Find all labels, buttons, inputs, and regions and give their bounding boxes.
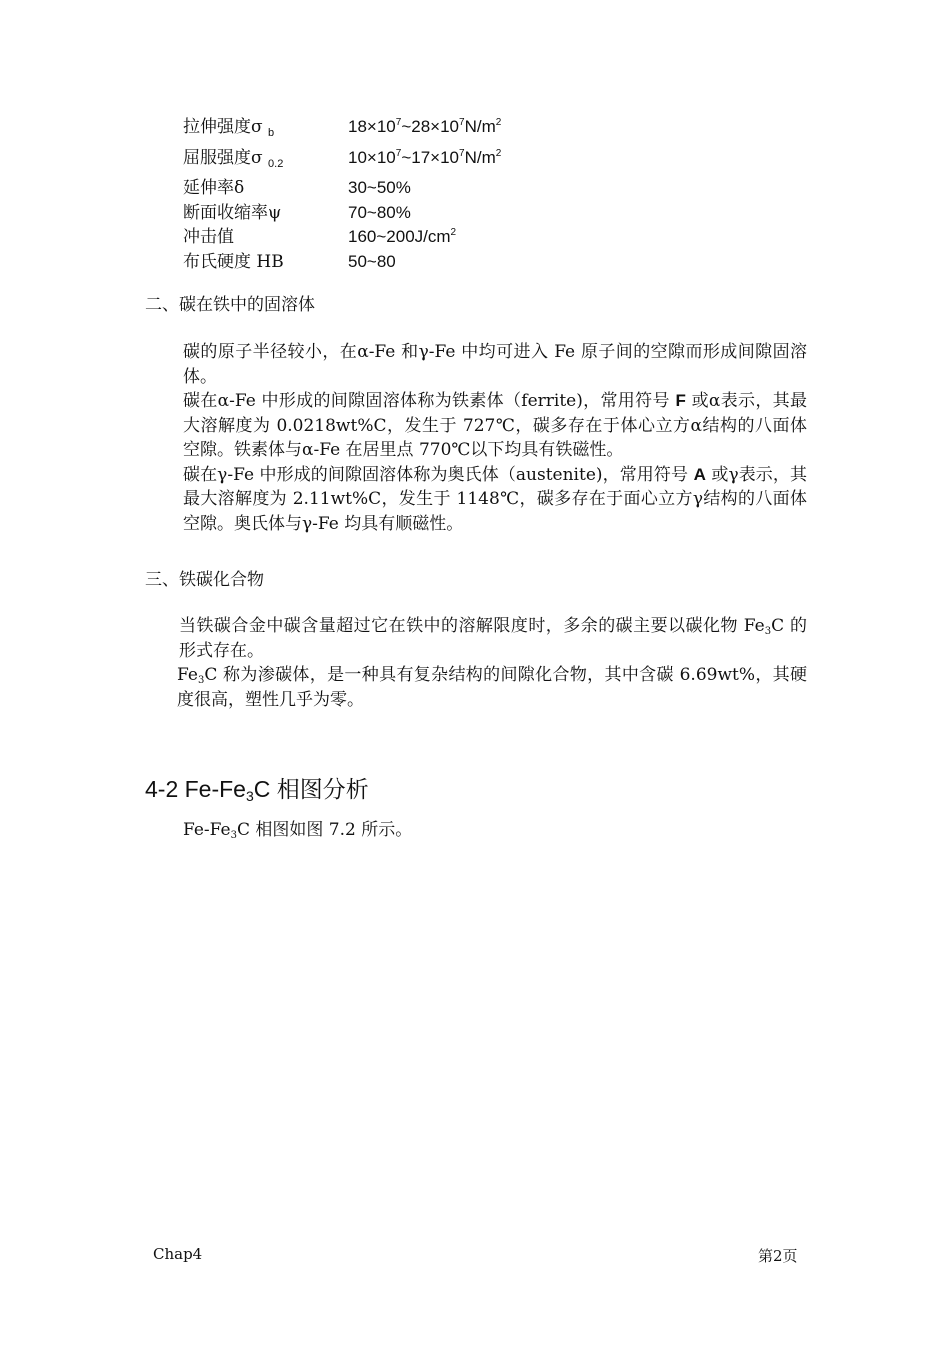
value-exponent: 7 [459,147,465,159]
properties-table [183,115,501,274]
paragraph [145,389,807,463]
property-label: 断面收缩率ψ [183,202,282,223]
label-subscript: 0.2 [268,157,284,170]
property-label: 布氏硬度 HB [183,251,284,272]
text-run: 当铁碳合金中碳含量超过它在铁中的溶解限度时，多余的碳主要以碳化物 Fe [179,616,765,636]
paragraph [145,463,807,537]
text-run: C 的形式存在。 [179,616,807,661]
value-part: 10×10 [348,147,396,167]
subscript: 3 [230,830,237,841]
label-subscript: b [268,127,275,139]
text-run: C 称为渗碳体，是一种具有复杂结构的间隙化合物，其中含碳 6.69wt%，其硬度很高，塑性几乎为零。 [177,665,807,710]
footer-chapter: Chap4 [153,1245,203,1263]
property-label [183,115,348,146]
subscript: 3 [197,675,205,686]
section-title [145,771,369,804]
text-run: 碳在γ-Fe 中形成的间隙固溶体称为奥氏体（austenite)，常用符号 [183,464,694,485]
label-text: 屈服强度σ [183,147,263,168]
figure-reference [183,815,412,840]
value-exponent: 7 [459,117,465,128]
value-exponent: 7 [395,147,402,159]
title-part: 4-2 Fe-Fe [145,776,246,802]
title-part: C 相图分析 [253,776,369,802]
property-row [183,115,501,146]
paragraph: 碳的原子半径较小，在α-Fe 和γ-Fe 中均可进入 Fe 原子间的空隙而形成间隙固溶体。 [183,342,807,387]
subscript: 3 [764,626,772,637]
text-run: 或α表示，其最大溶解度为 0.0218wt%C，发生于 727℃，碳多存在于体心立方α结构的八面体空隙。铁素体与α-Fe 在居里点 770℃以下均具有铁磁性。 [183,391,807,460]
property-value [348,146,501,177]
label-text: 拉伸强度σ [183,117,263,137]
symbol-bold: A [693,464,706,484]
unit-exponent: 2 [495,147,502,159]
text-run: C 相图如图 7.2 所示。 [236,820,413,840]
property-value: 70~80% [348,202,411,222]
paragraph [145,614,807,663]
value-part: ~28×10 [401,117,459,136]
value-part: 160~200J/cm [348,227,451,246]
property-row [183,225,501,250]
property-row [183,146,501,177]
property-value [348,225,456,250]
value-exponent: 7 [395,117,402,128]
property-row [183,201,501,226]
symbol-bold: F [675,391,686,410]
property-row [183,250,501,275]
property-value: 50~80 [348,251,396,271]
value-unit: N/m [464,147,496,167]
property-label [183,146,348,177]
footer-page-number: 第2页 [758,1247,798,1265]
unit-exponent: 2 [450,227,457,238]
property-value [348,115,501,146]
paragraph [145,663,807,712]
text-run: Fe [177,665,198,685]
section-heading: 三、铁碳化合物 [145,570,264,590]
text-run: 碳在α-Fe 中形成的间隙固溶体称为铁素体（ferrite)，常用符号 [183,391,676,411]
property-row [183,176,501,201]
unit-exponent: 2 [495,117,502,128]
section-heading: 二、碳在铁中的固溶体 [145,295,315,315]
subscript: 3 [245,788,254,804]
property-label: 冲击值 [183,227,234,247]
value-part: ~17×10 [401,147,459,167]
text-run: Fe-Fe [183,820,231,840]
value-unit: N/m [464,117,496,136]
value-part: 18×10 [348,117,396,136]
section3-body [145,614,807,712]
property-value: 30~50% [348,178,411,197]
section2-body [145,340,807,536]
property-label: 延伸率δ [183,178,245,198]
text-run: 或γ表示，其最大溶解度为 2.11wt%C，发生于 1148℃，碳多存在于面心立方γ结构的八面体空隙。奥氏体与γ-Fe 均具有顺磁性。 [183,464,807,534]
